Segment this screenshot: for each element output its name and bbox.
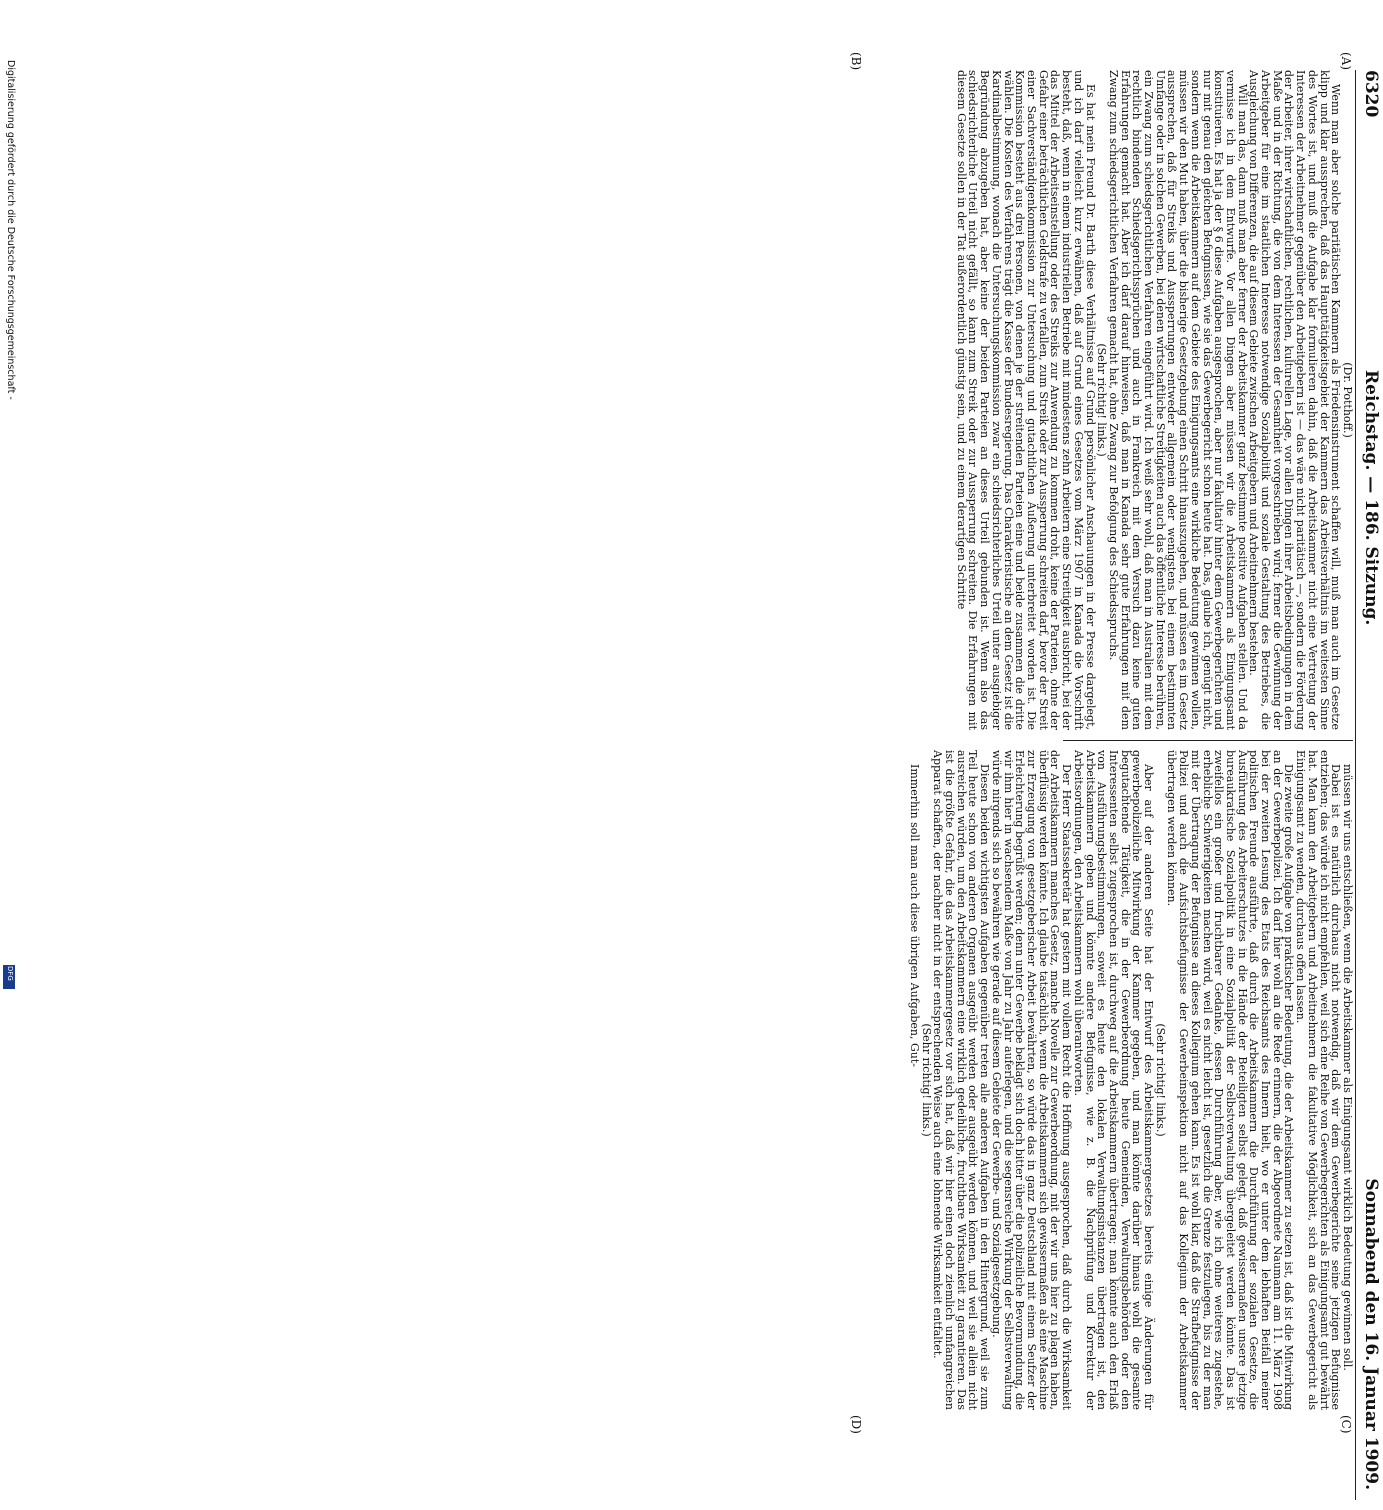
header-rule (1355, 70, 1356, 1500)
column-divider (1063, 740, 1353, 741)
page-title: Reichstag. — 186. Sitzung. (1361, 370, 1381, 626)
margin-marker-b: (B) (849, 52, 863, 71)
page-number: 6320 (1361, 70, 1381, 118)
speaker-label: (Dr. Potthoff.) (1341, 362, 1354, 438)
paragraph: Aber auf der anderen Seite hat der Entwurf des Arbeitskammergesetzes bereits einige Änderungen für gewerbepolizeiliche Mitwirkung der Kammer gegeben, und man könnte darüber hinaus wohl die gesamte begutachtende Tätigkeit, die in der Gewerbeordnung heute Gemeinden, Verwaltungsbehörden oder den Interessenten selbst zugesprochen ist, durchweg auf die Arbeitskammern übertragen; man könnte auch den Erlaß von Ausführungsbestimmungen, soweit es heute den lokalen Verwaltungsinstanzen übertragen ist, den Arbeitskammern geben und könnte andere Befugnisse, wie z. B. die Nachprüfung und Korrektur der Arbeitsordnungen, den Arbeitskammern wohl überantworten. (1071, 750, 1156, 1410)
interjection: (Sehr richtig! links.) (1153, 1023, 1167, 1137)
funding-notice: Digitalisierung gefördert durch die Deutsche Forschungsgemeinschaft - (5, 60, 16, 400)
paragraph: Immerhin soll man auch diese übrigen Aufgaben, Gut- (907, 764, 921, 1068)
paragraph: Der Herr Staatssekretär hat gestern mit vollem Recht die Hoffnung ausgesprochen, daß durch die Wirksamkeit der Arbeitskammern manches Gesetz, manche Novelle zur Gewerbeordnung, mit der wir uns hier zu plagen haben, überflüssig werden könnte. Ich glaube tatsächlich, wenn die Arbeitskammern sich gewissermaßen als eine Maschine zur Erzeugung von gesetzgeberischer Arbeit bewährten, so würde das in ganz Deutschland mit einem Seufzer der Erleichterung begrüßt werden; denn unter Gewerbe beklagt sich doch bitter über die polizeiliche Bevormundung, die wir ihm hier in wachsendem Maße von Jahr zu Jahr auferlegen, und die segensreiche Wirkung der Selbstverwaltung würde nirgends sich so bewähren wie gerade auf diesem Gebiete der Gewerbe- und Sozialgesetzgebung. (989, 750, 1074, 1410)
text-column-left (955, 70, 1353, 730)
margin-marker-a: (A) (1339, 52, 1353, 71)
paragraph: Wenn man aber solche paritätischen Kammern als Friedensinstrument schaffen will, muß man auch im Gesetze klipp und klar aussprechen, daß das Haupttätigkeitsgebiet der Kammern das Arbeitsverhältnis im weitesten Sinne des Wortes ist, und muß die Aufgabe klar formulieren dahin, daß die Arbeitskammer nicht eine Vertretung der Interessen der Arbeitnehmer gegenüber den Arbeitgebern ist — das wäre nicht paritätisch —, sondern die Förderung der Arbeiter, ihrer wirtschaftlichen, rechtlichen, kulturellen Lage, vor allen Dingen ihrer Arbeitsbedingungen in dem Maße und in der Richtung, die von dem Interessen der Gesamtheit vorgeschrieben wird; ferner die Gewinnung der Arbeitgeber für eine im staatlichen Interesse notwendige Sozialpolitik und soziale Gestaltung des Betriebes, die Ausgleichung von Differenzen, die auf diesem Gebiete zwischen Arbeitgebern und Arbeitnehmern bestehen. (1247, 70, 1343, 730)
paragraph: Will man das, dann muß man aber ferner der Arbeitskammer ganz bestimmte positive Aufgaben stellen. Und da vermisse ich in dem Entwurfe. Vor allen Dingen aber müssen wir die Arbeitskammern als Einigungsamt konstituieren. Es hat ja der § 6 diese Aufgaben ausgesprochen, aber nur fakultativ hinter dem Gewerbegerichten und nur mit genau den gleichen Befugnissen, wie sie das Gewerbegericht schon heute hat. Das, glaube ich, genügt nicht, sondern wenn die Arbeitskammern auf dem Gebiete des Einigungsamts eine wirkliche Bedeutung gewinnen wollen, müssen wir den Mut haben, über die bisherige Gesetzgebung einen Schritt hinauszugehen, und müssen es im Gesetz aussprechen, daß für Streiks und Aussperrungen entweder allgemein oder wenigstens bei einem bestimmten Umfange oder in solchen Gewerben, bei denen wirtschaftliche Streitigkeiten auch das öffentliche Interesse berühren, ein Zwang zum schiedsgerichtlichen Verfahren eingeführt wird. Ich weiß sehr wohl, daß man in Australien mit dem rechtlich bindenden Schiedsgerichtssprüchen und auch in Frankreich mit dem Versuch dazu keine guten Erfahrungen gemacht hat. Aber ich darf darauf hinweisen, daß man in Kanada sehr gute Erfahrungen mit dem Zwang zum schiedsgerichtlichen Verfahren gemacht hat, ohne Zwang zur Befolgung des Schiedsspruchs. (1106, 70, 1249, 730)
dfg-logo: DFG (3, 965, 15, 989)
interjection: (Sehr richtig! links.) (919, 1023, 933, 1137)
margin-marker-d: (D) (849, 1415, 863, 1434)
interjection: (Sehr richtig! links.) (1095, 343, 1109, 457)
paragraph: Dabei ist es natürlich durchaus nicht notwendig, daß wir dem Gewerbegerichte seine jetzigen Befugnisse entziehen; das würde ich nicht empfehlen, weil sich eine Reihe von Gewerbegerichten als Einigungsamt gut bewährt hat. Man kann den Arbeitgebern und Arbeitnehmern die fakultative Möglichkeit, sich an das Gewerbegericht als Einigungsamt zu wenden, durchaus offen lassen. (1294, 750, 1343, 1410)
paragraph: Die zweite große Aufgabe von praktischer Bedeutung, die der Arbeitskammer zu setzen ist, daß ist die Mitwirkung an der Gewerbepolizei. Ich darf hier wohl an die Rede erinnern, die der Abgeordnete Naumann am 11. März 1908 bei der zweiten Lesung des Etats des Reichsamts des Innern hielt, wo er unter dem lebhaften Beifall meiner politischen Freunde ausführte, daß durch die Arbeitskammern die Durchführung der sozialen Gesetze, die Ausführung des Arbeiterschutzes in die Hände der Beteiligten selbst gelegt, daß gewissermaßen unsere jetzige bureaukratische Sozialpolitik in eine Sozialpolitik der Selbstverwaltung übergeleitet werden könnte. Das ist zweifellos ein großer und fruchtbarer Gedanke, dessen Durchführung aber, wie ich ohne weiteres zugestehe, erhebliche Schwierigkeiten machen wird, weil es nicht leicht ist, gesetzlich die Grenze festzulegen, bis zu der man mit der Übertragung der Befugnisse an dieses Kollegium gehen kann. Es ist wohl klar, daß die Strafbefugnisse der Polizei und auch die Aufsichtsbefugnisse der Gewerbeinspektion nicht auf das Kollegium der Arbeitskammer übertragen werden können. (1165, 750, 1296, 1410)
digitization-footer (2, 60, 16, 990)
paragraph: Es hat mein Freund Dr. Barth diese Verhältnisse auf Grund persönlicher Anschauungen in der Presse dargelegt, und ich darf vielleicht kurz erwähnen, daß auf Grund eines Gesetzes vom März 1907 in Kanada die Vorschrift besteht, daß, wenn in einem industriellen Betriebe mit mindestens zehn Arbeitern eine Streitigkeit ausbricht, bei der das Mittel der Arbeitseinstellung oder des Streiks zur Anwendung zu kommen droht, keine der Parteien, ohne der Gefahr einer beträchtlichen Geldstrafe zu verfallen, zum Streik oder zur Aussperrung schreiten darf, bevor der Streit einer Sachverständigenkommission zur Untersuchung und gutachtlichen Äußerung unterbreitet worden ist. Die Kommission besteht aus drei Personen, von denen je der streitenden Parteien eine und beide zusammen die dritte wählen. Die Kosten des Verfahrens trägt die Kasse der Bundesregierung. Das Charakteristische an dem Gesetz ist die Kardinalbestimmung, wonach die Untersuchungskommission zwar ein schiedsrichterliches Urteil unter ausgiebiger Begründung abzugeben hat, aber keine der beiden Parteien an dieses Urteil gebunden ist. Wenn also das schiedsrichterliche Urteil nicht gefällt, so kann zum Streik oder zur Aussperrung schreiten. Die Erfahrungen mit diesem Gesetze sollen in der Tat außerordentlich günstig sein, und zu einem derartigen Schritte (954, 70, 1097, 730)
paragraph: müssen wir uns entschließen, wenn die Arbeitskammer als Einigungsamt wirklich Bedeutung gewinnen soll. (1341, 764, 1354, 1371)
margin-marker-c: (C) (1339, 1415, 1353, 1434)
page-header (1353, 70, 1381, 1510)
paragraph: Diesen beiden wichtigsten Aufgaben gegenüber treten alle anderen Aufgaben in den Hintergrund, weil sie zum Teil heute schon von anderen Organen ausgeübt werden oder ausgeübt werden können, und weil sie allein nicht ausreichen würden, um den Arbeitskammern eine wirklich gedeihliche, fruchtbare Wirksamkeit zu garantieren. Das ist die größte Gefahr, die das Arbeitskammergesetz vor sich hat, daß wir hier einen doch ziemlich umfangreichen Apparat schaffen, der nachher nicht in der entsprechenden Weise auch eine lohnende Wirksamkeit entfaltet. (931, 750, 992, 1410)
page-date: Sonnabend den 16. Januar 1909. (1361, 1178, 1381, 1490)
text-column-right (908, 750, 1353, 1410)
